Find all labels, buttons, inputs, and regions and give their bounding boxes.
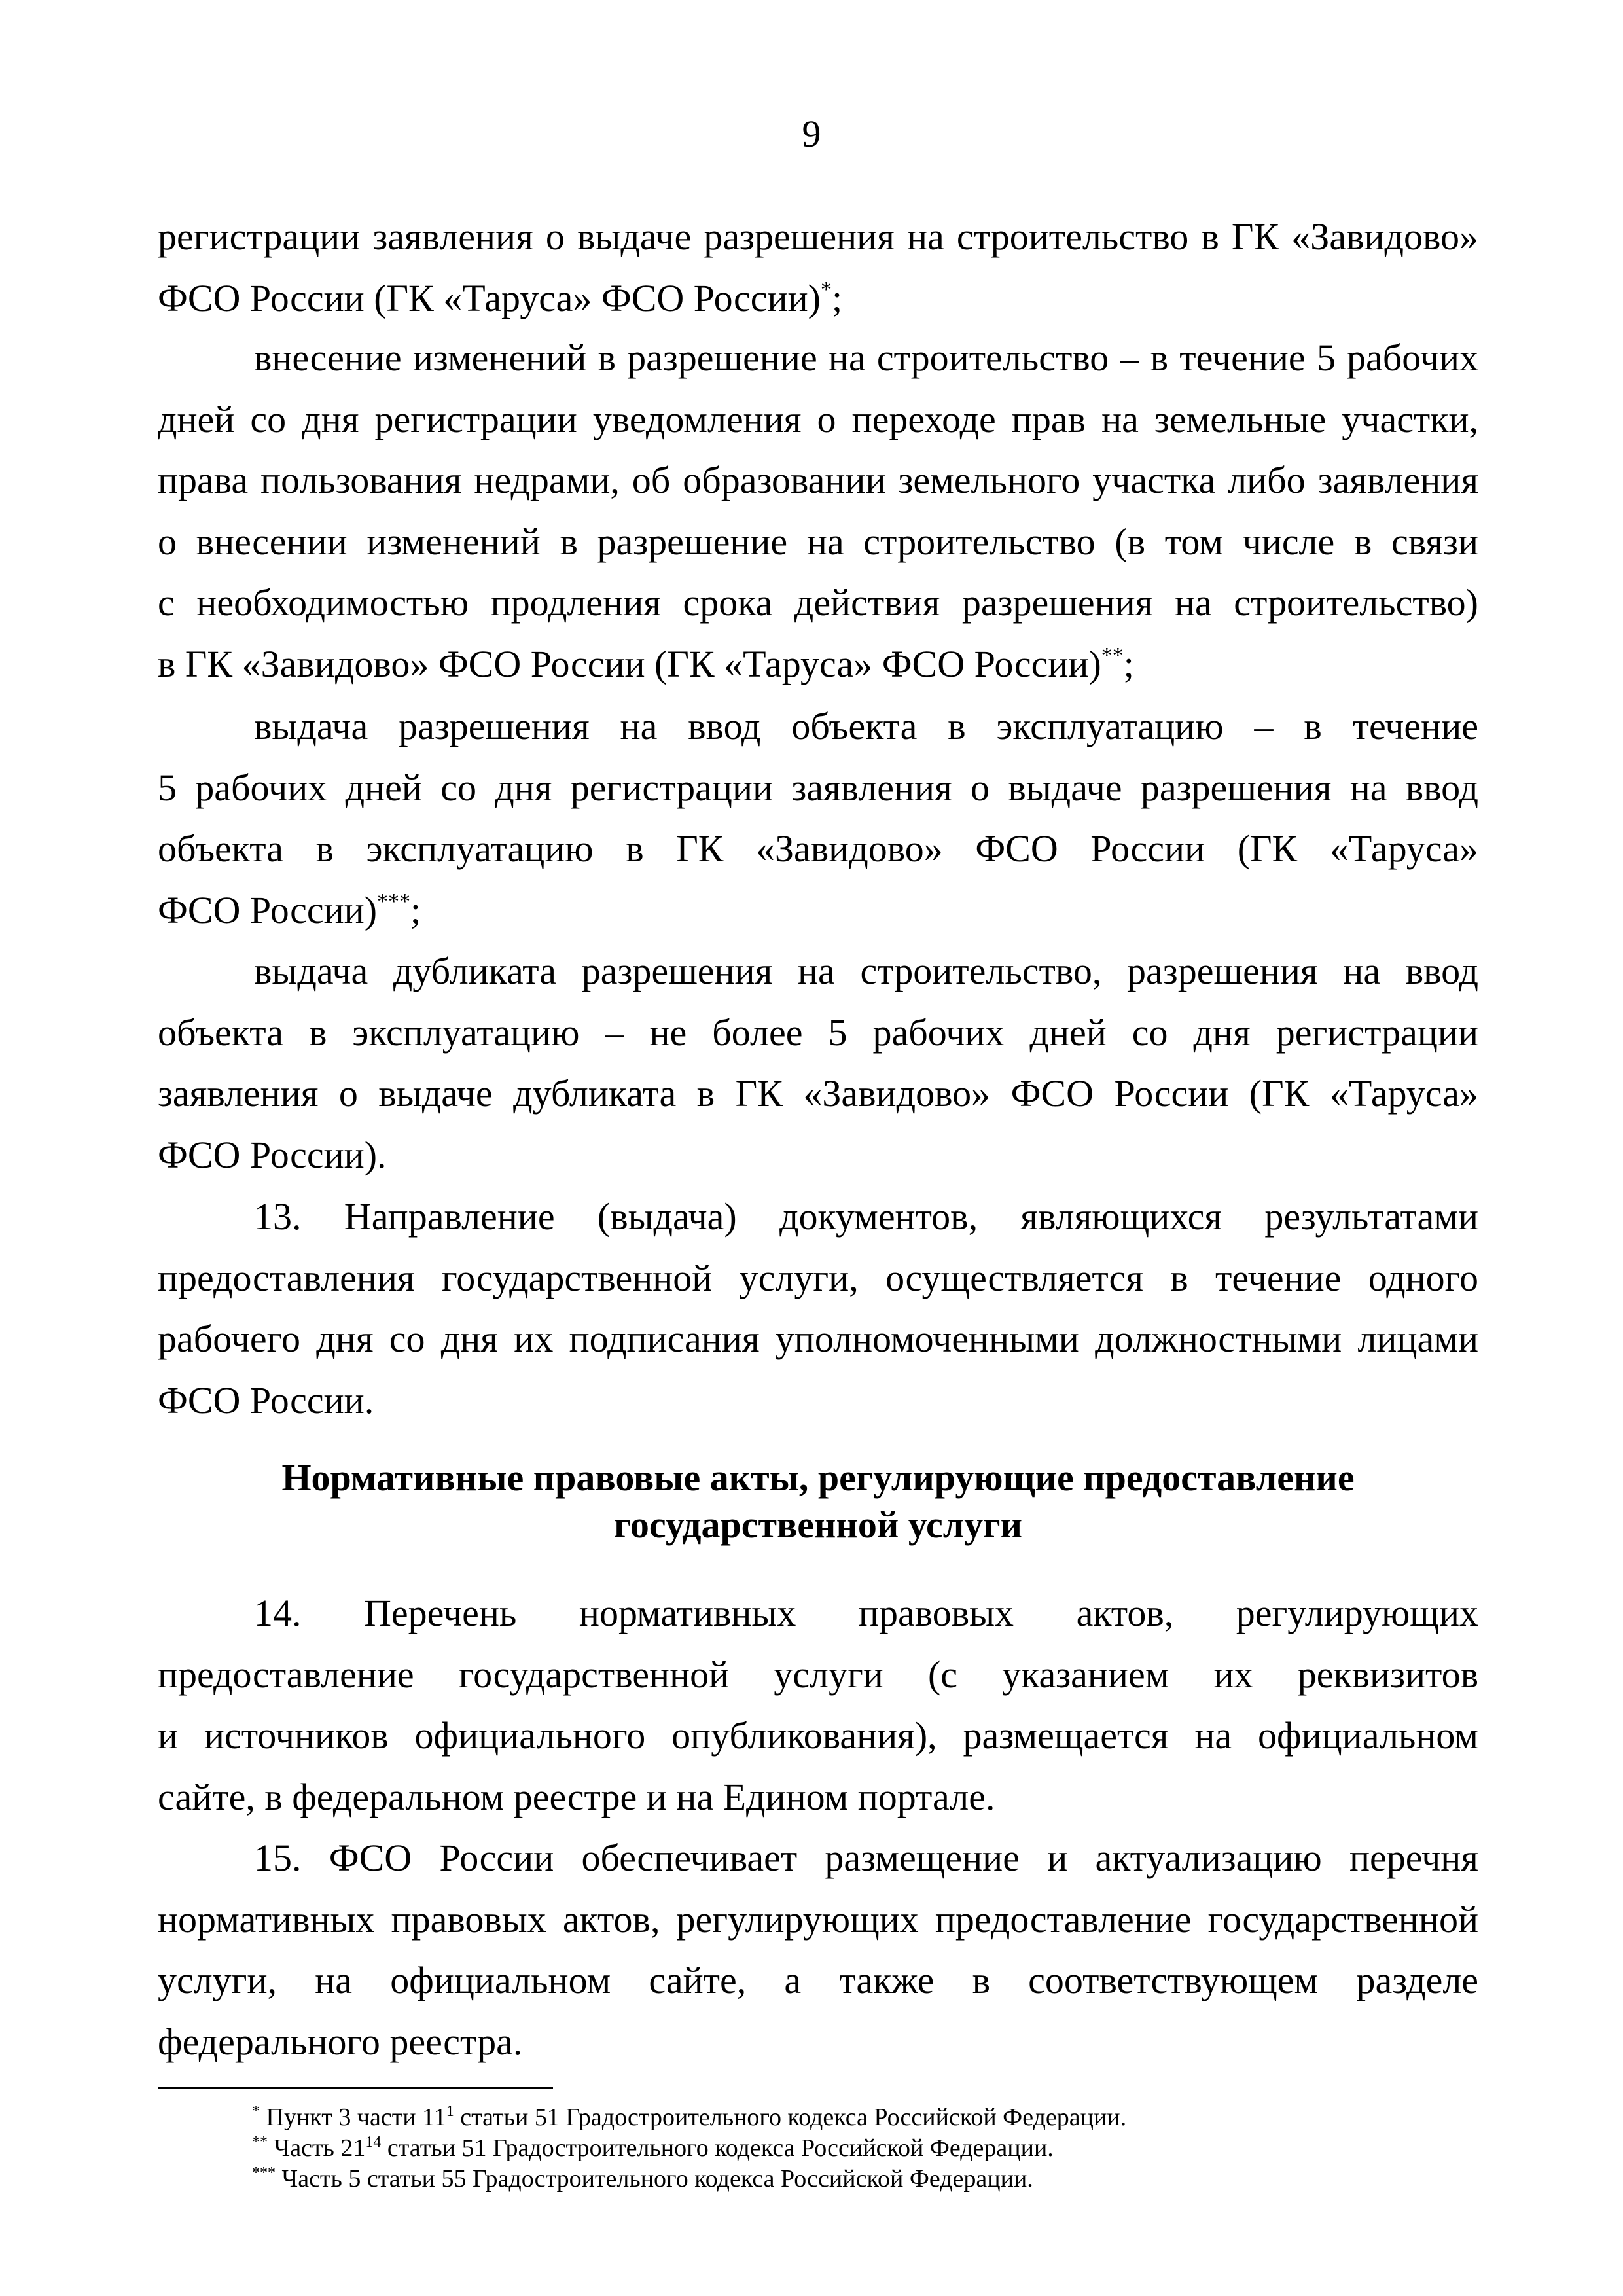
text-line: 15. ФСО России обеспечивает размещение и актуализацию перечня <box>254 1837 1478 1879</box>
text-line: 5 рабочих дней со дня регистрации заявления о выдаче разрешения на ввод <box>158 766 1478 809</box>
text-segment: Часть 5 статьи 55 Градостроительного кодекса Российской Федерации. <box>276 2165 1033 2193</box>
paragraph <box>158 1186 1478 1431</box>
heading-line: Нормативные правовые акты, регулирующие предоставление <box>281 1456 1355 1499</box>
text-line: внесение изменений в разрешение на строительство – в течение 5 рабочих <box>254 336 1478 379</box>
footnote-marker: *** <box>252 2164 276 2181</box>
paragraph <box>158 696 1478 941</box>
paragraph <box>158 206 1478 329</box>
footnote <box>252 2164 1033 2195</box>
text-line: о внесении изменений в разрешение на строительство (в том числе в связи <box>158 520 1478 563</box>
text-segment: ФСО России (ГК «Таруса» ФСО России) <box>158 276 821 319</box>
text-line: федерального реестра. <box>158 2020 523 2063</box>
text-segment: ; <box>831 276 843 319</box>
paragraph <box>158 1827 1478 2072</box>
paragraph <box>158 327 1478 694</box>
footnote-marker: * <box>820 277 832 302</box>
text-line: нормативных правовых актов, регулирующих предоставление государственной <box>158 1897 1478 1941</box>
text-segment: статьи 51 Градостроительного кодекса Российской Федерации. <box>381 2134 1054 2162</box>
text-line: выдача дубликата разрешения на строительство, разрешения на ввод <box>254 950 1478 992</box>
footnote-separator <box>158 2087 553 2089</box>
text-segment: ; <box>1123 642 1134 685</box>
text-line <box>158 268 1478 329</box>
text-line: заявления о выдаче дубликата в ГК «Завидово» ФСО России (ГК «Таруса» <box>158 1072 1478 1115</box>
footnote-marker: ** <box>252 2134 268 2151</box>
text-line: услуги, на официальном сайте, а также в соответствующем разделе <box>158 1959 1478 2001</box>
text-segment: Часть 21 <box>268 2134 366 2162</box>
text-line: ФСО России). <box>158 1133 387 1176</box>
text-line: 14. Перечень нормативных правовых актов, регулирующих <box>254 1592 1478 1634</box>
text-line <box>158 634 1478 695</box>
text-line: рабочего дня со дня их подписания уполномоченными должностными лицами <box>158 1318 1478 1360</box>
text-line: дней со дня регистрации уведомления о переходе прав на земельные участки, <box>158 397 1478 440</box>
text-line: права пользования недрами, об образовании земельного участка либо заявления <box>158 459 1478 501</box>
text-segment: ФСО России) <box>158 888 378 931</box>
text-segment: Пункт 3 части 11 <box>260 2104 446 2131</box>
page-number: 9 <box>802 113 821 155</box>
text-segment: ; <box>410 888 421 931</box>
footnote-marker: 1 <box>446 2103 454 2120</box>
footnote-marker: *** <box>377 889 411 914</box>
footnote <box>252 2133 1054 2164</box>
footnote-marker: 14 <box>365 2134 382 2151</box>
text-line: объекта в эксплуатацию – не более 5 рабочих дней со дня регистрации <box>158 1011 1478 1054</box>
text-segment: статьи 51 Градостроительного кодекса Российской Федерации. <box>454 2104 1127 2131</box>
text-line: предоставления государственной услуги, осуществляется в течение одного <box>158 1256 1478 1299</box>
text-line: ФСО России. <box>158 1378 374 1422</box>
text-line: регистрации заявления о выдаче разрешения на строительство в ГК «Завидово» <box>158 215 1478 258</box>
text-segment: в ГК «Завидово» ФСО России (ГК «Таруса» ФСО России) <box>158 642 1101 685</box>
heading-line: государственной услуги <box>613 1503 1023 1546</box>
text-line: предоставление государственной услуги (с указанием их реквизитов <box>158 1653 1478 1696</box>
text-line: объекта в эксплуатацию в ГК «Завидово» ФСО России (ГК «Таруса» <box>158 827 1478 870</box>
footnote <box>252 2102 1126 2133</box>
section-heading <box>158 1454 1478 1549</box>
text-line: выдача разрешения на ввод объекта в эксплуатацию – в течение <box>254 705 1478 747</box>
text-line <box>158 880 1478 941</box>
text-line: и источников официального опубликования), размещается на официальном <box>158 1714 1478 1757</box>
text-line: сайте, в федеральном реестре и на Едином портале. <box>158 1775 995 1818</box>
text-line: 13. Направление (выдача) документов, являющихся результатами <box>254 1195 1478 1238</box>
paragraph <box>158 1583 1478 1827</box>
paragraph <box>158 941 1478 1185</box>
text-line: с необходимостью продления срока действия разрешения на строительство) <box>158 581 1478 624</box>
footnote-marker: ** <box>1101 643 1124 668</box>
footnote-marker: * <box>252 2103 260 2120</box>
